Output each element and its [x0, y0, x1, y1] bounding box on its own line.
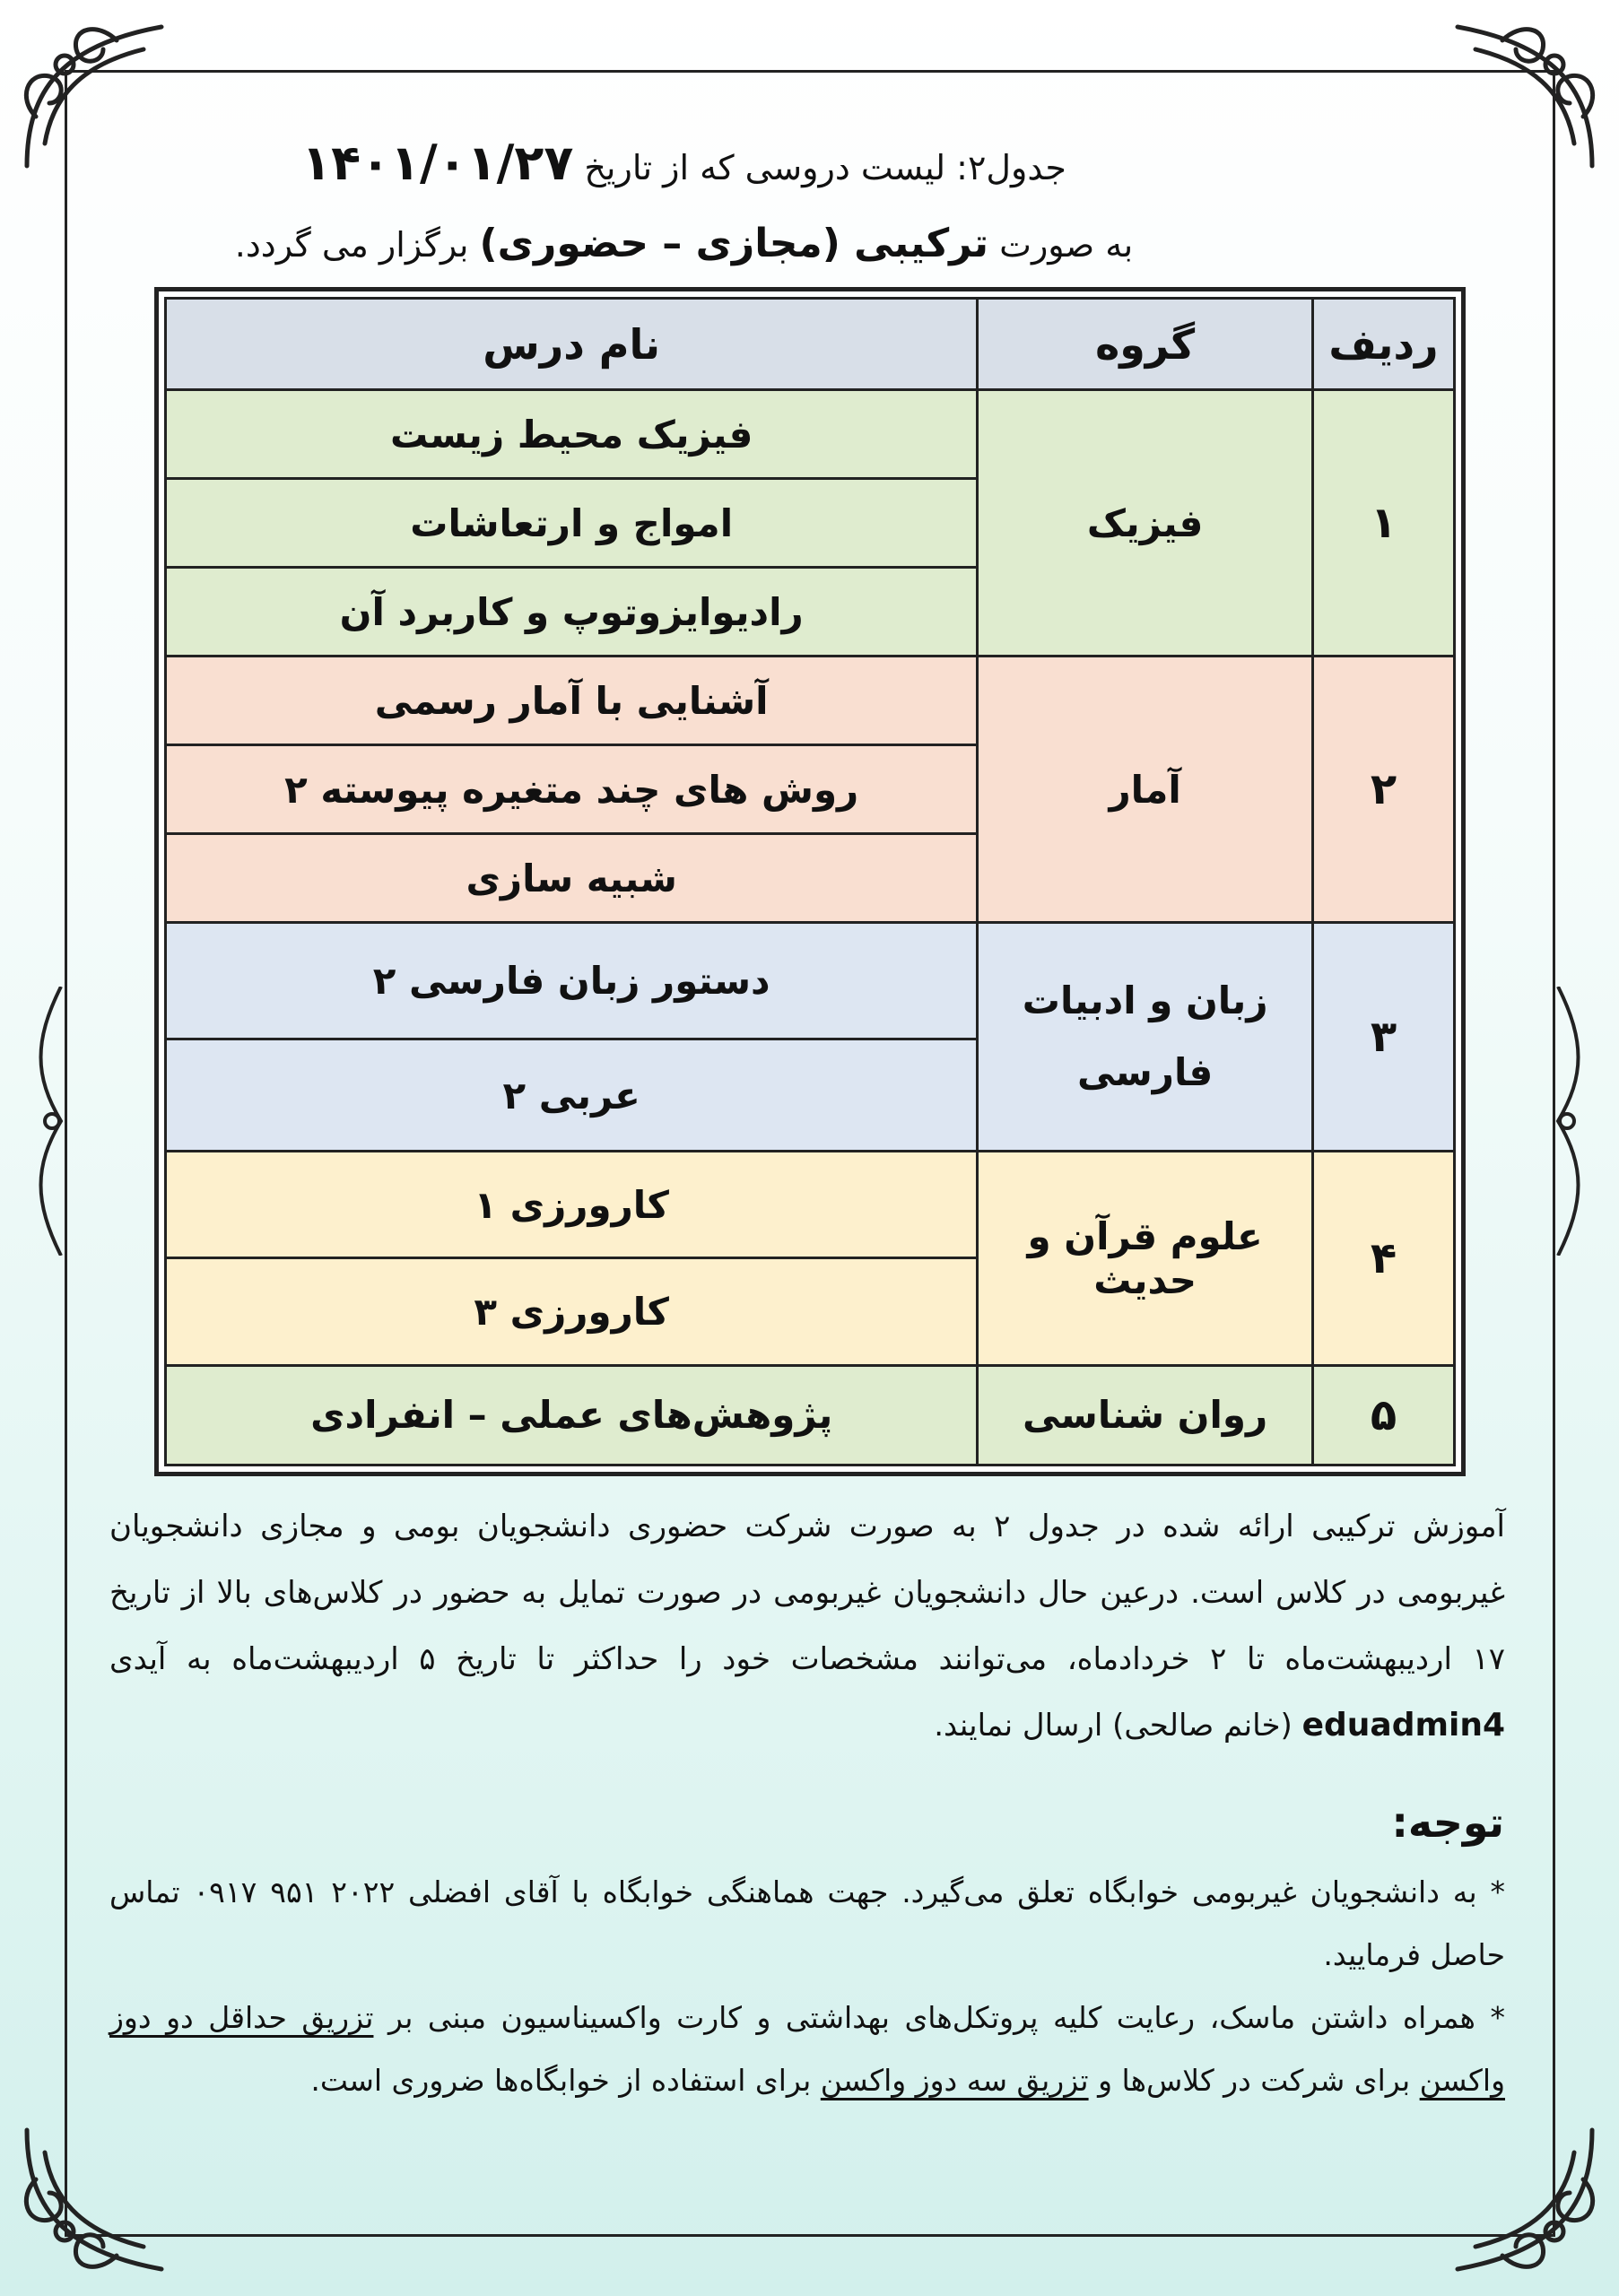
row-number: ۴ — [1312, 1152, 1454, 1366]
course-name: رادیوایزوتوپ و کاربرد آن — [166, 568, 978, 657]
note2-part-a: * همراه داشتن ماسک، رعایت کلیه پروتکل‌های بهداشتی و کارت واکسیناسیون مبنی بر — [388, 2000, 1505, 2035]
corner-ornament-bottom-left — [9, 2117, 179, 2287]
table-row — [166, 390, 1455, 479]
title-date: ۱۴۰۱/۰۱/۲۷ — [301, 135, 574, 191]
notes-title: توجه: — [1391, 1798, 1504, 1847]
course-name: دستور زبان فارسی ۲ — [166, 923, 978, 1039]
note-dormitory: * به دانشجویان غیربومی خوابگاه تعلق می‌گیرد. جهت هماهنگی خوابگاه با آقای افضلی ۲۰۲۲ ۹۵۱ ۰۹۱۷ تماس حاصل فرمایید. — [109, 1874, 1505, 1972]
note2-underline-2: تزریق سه دوز واکسن — [820, 2063, 1089, 2098]
course-name: امواج و ارتعاشات — [166, 479, 978, 568]
group-name: آمار — [978, 657, 1313, 923]
side-ornament-left — [25, 987, 79, 1256]
header-row-number: ردیف — [1312, 299, 1454, 390]
paragraph-text: آموزش ترکیبی ارائه شده در جدول ۲ به صورت شرکت حضوری دانشجویان بومی و مجازی دانشجویان غیربومی در کلاس است. درعین حال دانشجویان غیربومی در صورت تمایل به حضور در کلاس‌های بالا از تاریخ ۱۷ اردیبهشت‌ماه تا ۲ خردادماه، می‌توانند مشخصات خود را حداکثر تا تاریخ ۵ اردیبهشت‌ماه به آیدی — [109, 1509, 1505, 1677]
table-row — [166, 1365, 1455, 1465]
group-name: فیزیک — [978, 390, 1313, 657]
table-header-row — [166, 299, 1455, 390]
table-row — [166, 657, 1455, 745]
course-name: فیزیک محیط زیست — [166, 390, 978, 479]
course-name: عربی ۲ — [166, 1039, 978, 1151]
row-number: ۳ — [1312, 923, 1454, 1152]
group-name: علوم قرآن و حدیث — [978, 1152, 1313, 1366]
course-name: روش های چند متغیره پیوسته ۲ — [166, 745, 978, 834]
table-row — [166, 1152, 1455, 1258]
title-line-1 — [126, 135, 1242, 191]
note2-part-c: برای استفاده از خوابگاه‌ها ضروری است. — [310, 2063, 812, 2098]
title-line-2 — [126, 221, 1242, 266]
subtitle-suffix: برگزار می گردد. — [234, 225, 469, 265]
note2-underline-1: تزریق حداقل دو دوز واکسن — [109, 2000, 1505, 2098]
paragraph-text-end: (خانم صالحی) ارسال نمایند. — [934, 1708, 1293, 1744]
info-paragraph — [109, 1493, 1505, 1759]
row-number: ۲ — [1312, 657, 1454, 923]
row-number: ۱ — [1312, 390, 1454, 657]
course-name: کارورزی ۳ — [166, 1258, 978, 1365]
subtitle-bold: ترکیبی (مجازی – حضوری) — [479, 221, 989, 266]
course-name: کارورزی ۱ — [166, 1152, 978, 1258]
courses-table — [154, 287, 1466, 1476]
table-row — [166, 923, 1455, 1039]
course-name: شبیه سازی — [166, 834, 978, 923]
group-name-line-2: فارسی — [1077, 1050, 1214, 1095]
note-health-protocol — [109, 1987, 1505, 2112]
corner-ornament-top-right — [1440, 9, 1610, 179]
header-group: گروه — [978, 299, 1313, 390]
group-name — [978, 923, 1313, 1152]
group-name-line-1: زبان و ادبیات — [1022, 978, 1268, 1023]
course-name: آشنایی با آمار رسمی — [166, 657, 978, 745]
course-name: پژوهش‌های عملی – انفرادی — [166, 1365, 978, 1465]
corner-ornament-bottom-right — [1440, 2117, 1610, 2287]
group-name: روان شناسی — [978, 1365, 1313, 1465]
note2-part-b: برای شرکت در کلاس‌ها و — [1098, 2063, 1411, 2098]
contact-id: eduadmin4 — [1301, 1707, 1505, 1744]
title-prefix: جدول۲: لیست دروسی که از تاریخ — [584, 148, 1066, 187]
side-ornament-right — [1540, 987, 1594, 1256]
row-number: ۵ — [1312, 1365, 1454, 1465]
header-course: نام درس — [166, 299, 978, 390]
subtitle-prefix: به صورت — [999, 225, 1134, 265]
